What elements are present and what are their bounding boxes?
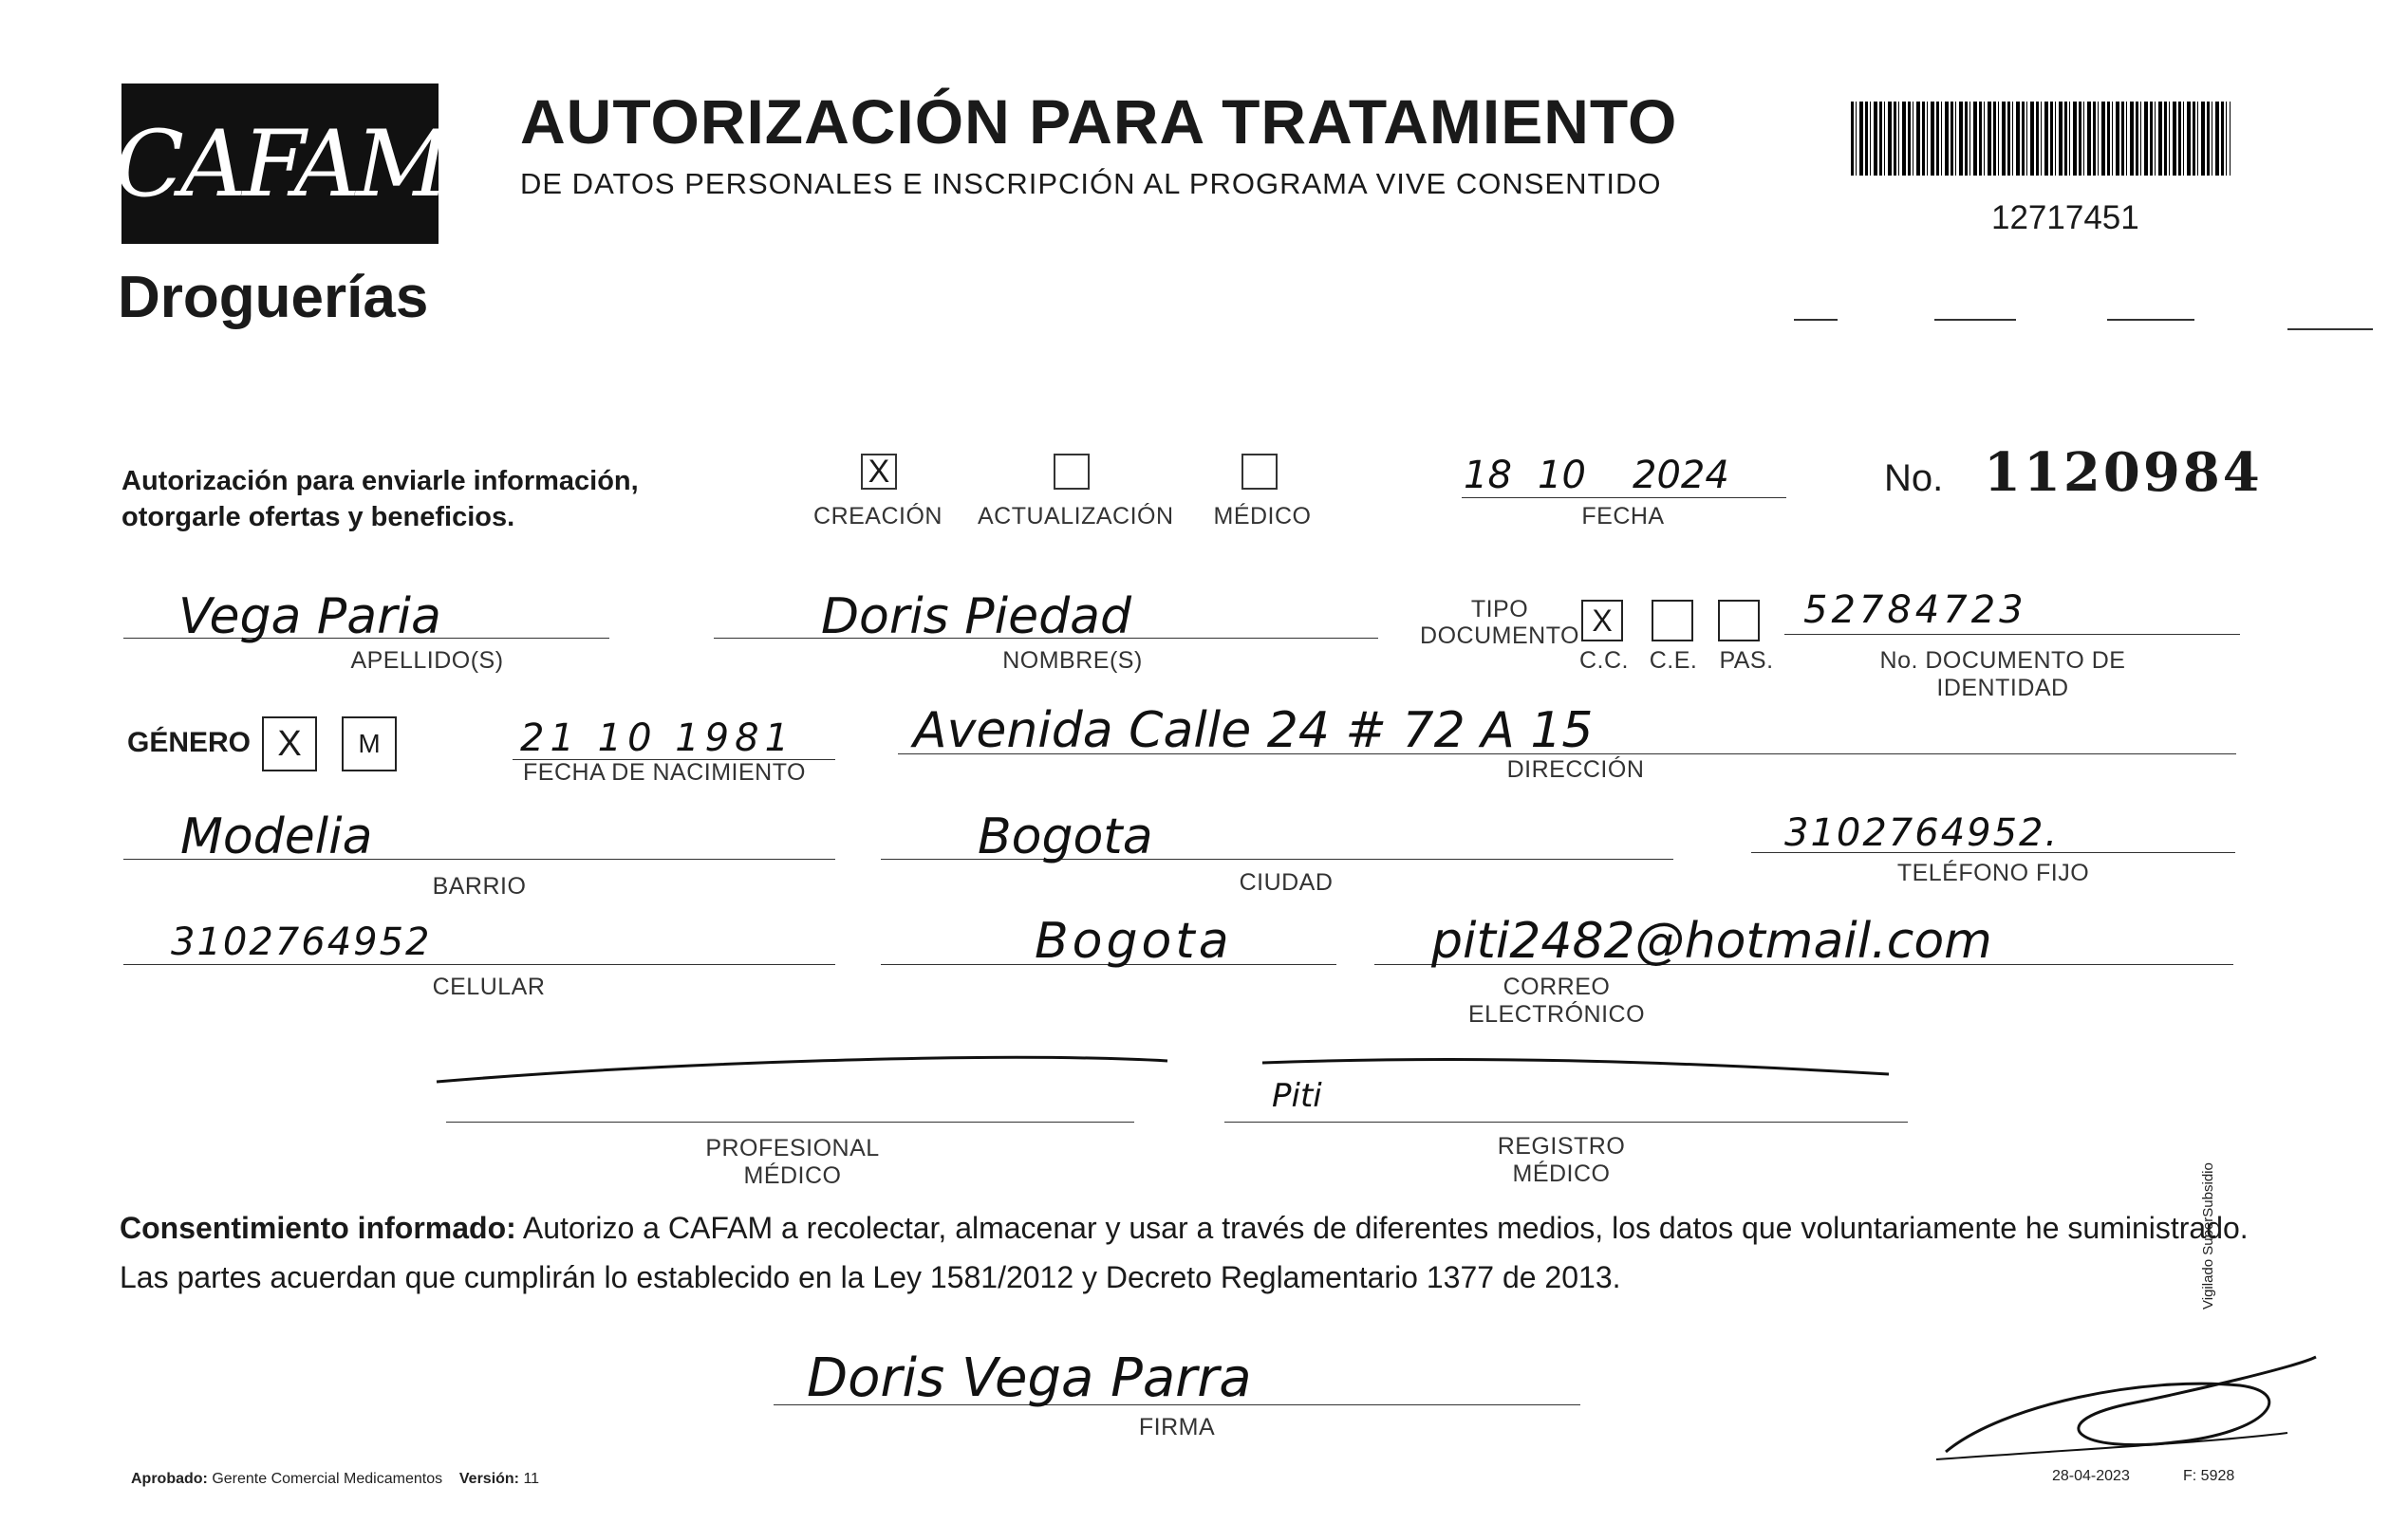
medical-signature-strokes (427, 1044, 1908, 1101)
mobile-underline (123, 964, 835, 965)
doc-option-ce: C.E. (1649, 647, 1698, 674)
gender-label: GÉNERO (127, 727, 252, 758)
signature-value[interactable]: Doris Vega Parra (807, 1347, 1252, 1409)
logo-text: CAFAM (114, 110, 446, 217)
city-label: CIUDAD (1239, 869, 1334, 896)
doc-option-cc: C.C. (1579, 647, 1629, 674)
doc-type-label-1: TIPO (1470, 596, 1529, 622)
approved-label: Aprobado: (131, 1471, 208, 1487)
divider (2287, 328, 2373, 330)
authorization-intro (121, 463, 639, 535)
birth-date-label: FECHA DE NACIMIENTO (523, 759, 806, 786)
approved-value: Gerente Comercial Medicamentos (212, 1471, 443, 1487)
doc-type-label-2: DOCUMENTO (1420, 622, 1579, 649)
approved-block (131, 1471, 539, 1488)
intro-line-1: Autorización para enviarle información, (121, 466, 639, 496)
consent-paragraph (120, 1203, 2265, 1302)
medical-professional-underline (446, 1122, 1134, 1123)
checkbox-actualizacion[interactable] (1054, 454, 1090, 490)
city2-value[interactable]: Bogota (1035, 913, 1233, 970)
names-value[interactable]: Doris Piedad (821, 588, 1131, 645)
date-day[interactable]: 18 (1464, 454, 1512, 497)
signature-label: FIRMA (1138, 1414, 1216, 1440)
divider (1794, 319, 1838, 321)
form-number: 1120984 (1984, 441, 2263, 504)
option-label-actualizacion: ACTUALIZACIÓN (978, 503, 1174, 529)
doc-number-value[interactable]: 52784723 (1803, 588, 2027, 632)
surname-label: APELLIDO(S) (350, 647, 504, 674)
document-subtitle: DE DATOS PERSONALES E INSCRIPCIÓN AL PROGRAMA VIVE CONSENTIDO (520, 167, 1662, 200)
medical-professional-label: PROFESIONAL MÉDICO (705, 1135, 880, 1189)
date-underline (1462, 497, 1786, 498)
medical-registry-label: REGISTRO MÉDICO (1497, 1133, 1626, 1187)
footer-code: F: 5928 (2183, 1468, 2235, 1484)
consent-line-1 (120, 1203, 2265, 1253)
divider (1934, 319, 2016, 321)
version-value: 11 (523, 1471, 540, 1487)
gender-m-label: M (358, 729, 381, 758)
mobile-label: CELULAR (432, 974, 546, 1000)
consent-line-2: Las partes acuerdan que cumplirán lo establecido en la Ley 1581/2012 y Decreto Reglamentario 1377 de 2013. (120, 1260, 1621, 1294)
email-value[interactable]: piti2482@hotmail.com (1431, 913, 1992, 970)
checkbox-medico[interactable] (1241, 454, 1278, 490)
intro-line-2: otorgarle ofertas y beneficios. (121, 502, 515, 532)
checkmark: X (868, 453, 890, 490)
checkmark: X (1592, 603, 1613, 638)
medical-registry-value[interactable]: Piti (1272, 1077, 1322, 1115)
brand-subtitle: Droguerías (118, 265, 429, 330)
document-title: AUTORIZACIÓN PARA TRATAMIENTO (520, 86, 1678, 157)
side-vigilado-text: Vigilado SuperSubsidio (2200, 1162, 2216, 1309)
mobile-value[interactable]: 3102764952 (171, 920, 432, 964)
phone-value[interactable]: 3102764952. (1784, 811, 2060, 855)
date-label: FECHA (1581, 503, 1665, 529)
footer-date: 28-04-2023 (2052, 1468, 2130, 1484)
validation-stamp-scribble (1927, 1338, 2325, 1471)
address-value[interactable]: Avenida Calle 24 # 72 A 15 (913, 702, 1594, 759)
divider (2107, 319, 2194, 321)
phone-label: TELÉFONO FIJO (1896, 860, 2090, 886)
city-value[interactable]: Bogota (978, 808, 1153, 865)
consent-text-1: Autorizo a CAFAM a recolectar, almacenar y usar a través de diferentes medios, los datos que voluntariamente he suministrado. (522, 1211, 2249, 1245)
date-month[interactable]: 10 (1538, 454, 1586, 497)
option-label-medico: MÉDICO (1213, 503, 1312, 529)
barrio-label: BARRIO (432, 873, 527, 900)
names-label: NOMBRE(S) (1002, 647, 1143, 674)
checkbox-gender-m[interactable] (342, 716, 397, 771)
birth-date-value[interactable]: 21 10 1981 (520, 716, 795, 760)
option-label-creacion: CREACIÓN (813, 503, 943, 529)
form-number-label: No. (1884, 457, 1944, 499)
cafam-logo (114, 84, 446, 244)
doc-number-label: No. DOCUMENTO DE IDENTIDAD (1879, 647, 2126, 701)
barcode-number: 12717451 (1991, 199, 2139, 236)
checkbox-cc[interactable] (1581, 600, 1623, 641)
surname-value[interactable]: Vega Paria (178, 588, 441, 645)
doc-option-pas: PAS. (1719, 647, 1774, 674)
checkmark: X (277, 723, 302, 764)
email-label: CORREO ELECTRÓNICO (1467, 974, 1646, 1028)
checkbox-gender-f[interactable] (262, 716, 317, 771)
doc-number-underline (1784, 634, 2240, 635)
barrio-value[interactable]: Modelia (180, 808, 373, 865)
date-year[interactable]: 2024 (1633, 454, 1729, 497)
checkbox-creacion[interactable] (861, 454, 897, 490)
address-label: DIRECCIÓN (1506, 756, 1645, 783)
version-label: Versión: (458, 1471, 520, 1487)
consent-heading: Consentimiento informado: (120, 1211, 516, 1245)
barcode (1851, 102, 2231, 176)
checkbox-pas[interactable] (1718, 600, 1760, 641)
medical-registry-underline (1224, 1122, 1908, 1123)
checkbox-ce[interactable] (1652, 600, 1693, 641)
